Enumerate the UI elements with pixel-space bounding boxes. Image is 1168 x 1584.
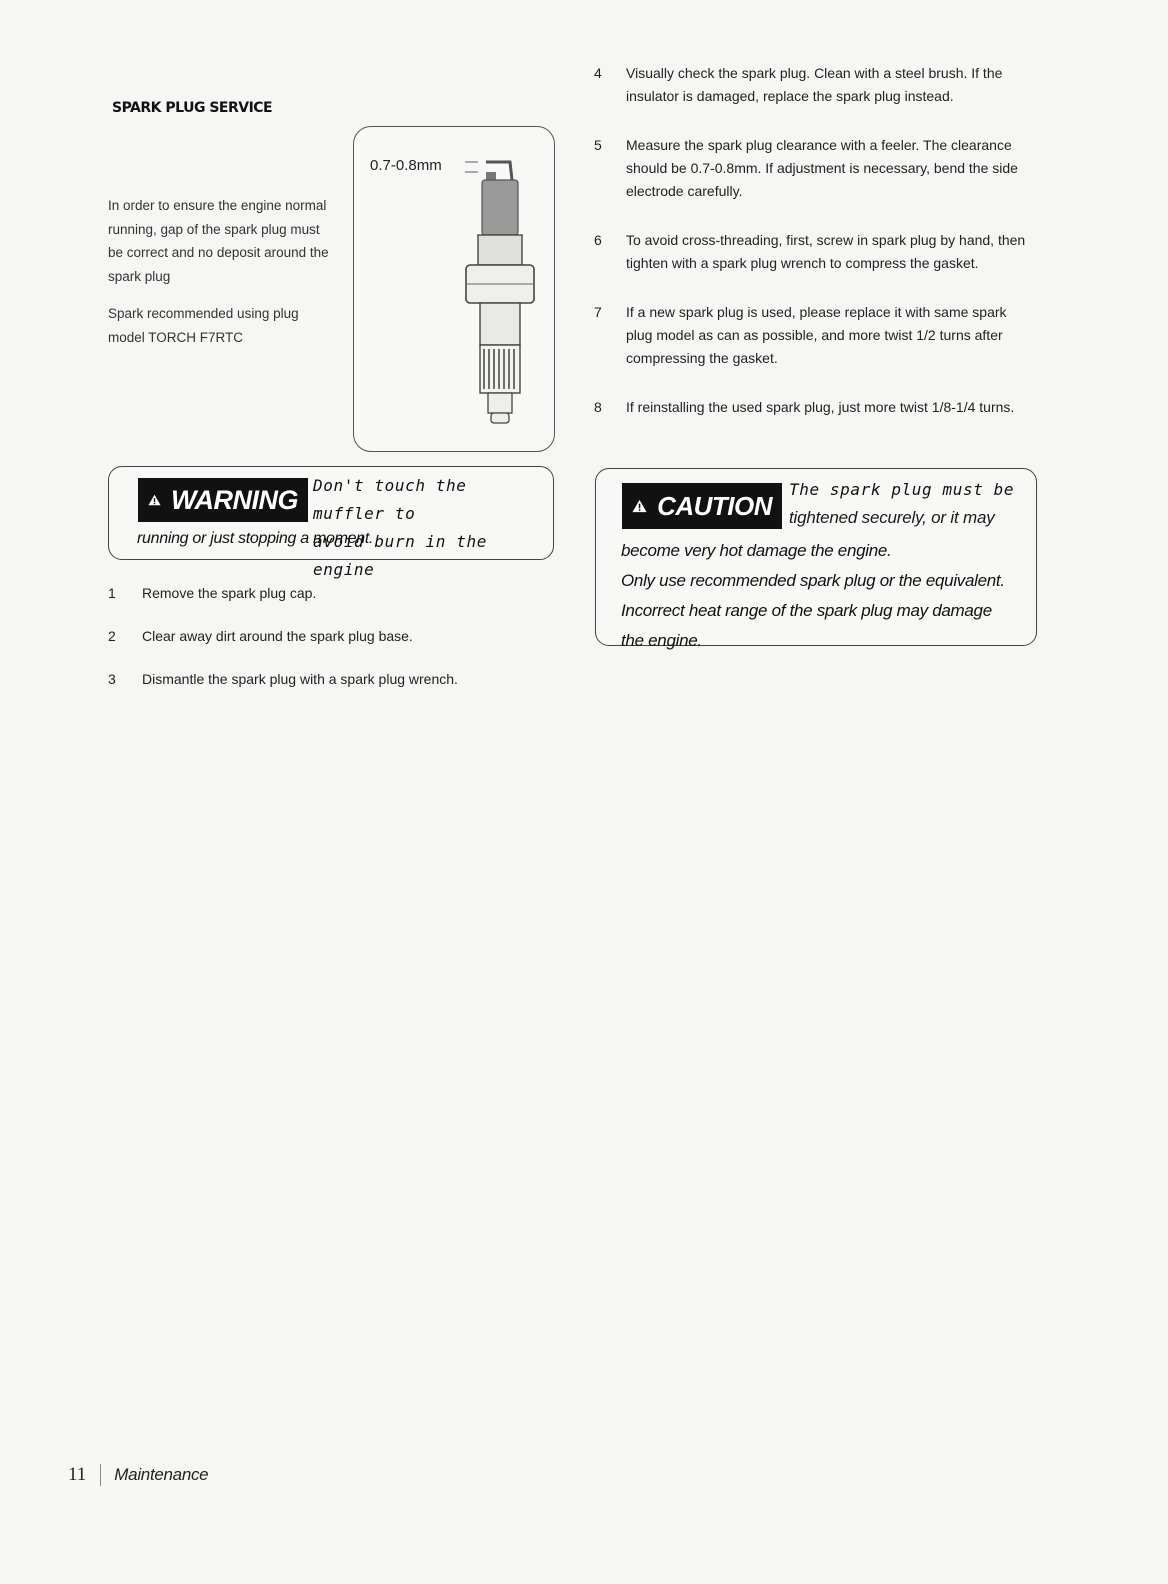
step-text: If reinstalling the used spark plug, just more twist 1/8-1/4 turns. xyxy=(626,399,1015,415)
step-number: 4 xyxy=(594,65,602,81)
list-item xyxy=(594,229,1038,275)
steps-list-left xyxy=(108,585,528,714)
caution-text-top xyxy=(789,476,1025,532)
gap-measurement-label: 0.7-0.8mm xyxy=(370,157,442,174)
warning-text-line: avoid burn in the engine xyxy=(313,532,487,579)
page-footer xyxy=(68,1464,208,1486)
page-number: 11 xyxy=(68,1464,87,1485)
step-number: 7 xyxy=(594,304,602,320)
list-item xyxy=(108,628,528,671)
list-item xyxy=(594,301,1038,370)
warning-text-bottom: running or just stopping a moment. xyxy=(137,530,374,547)
list-item xyxy=(108,585,528,628)
step-text: Clear away dirt around the spark plug base. xyxy=(142,628,413,644)
step-number: 5 xyxy=(594,137,602,153)
warning-badge xyxy=(138,478,308,522)
caution-text-line: Incorrect heat range of the spark plug may damage xyxy=(621,601,992,620)
caution-text-line: become very hot damage the engine. xyxy=(621,541,892,560)
list-item xyxy=(594,134,1038,203)
caution-badge-label: CAUTION xyxy=(657,490,772,521)
step-number: 3 xyxy=(108,671,116,687)
warning-badge-label: WARNING xyxy=(171,484,298,515)
caution-triangle-icon xyxy=(632,491,647,521)
step-number: 2 xyxy=(108,628,116,644)
step-number: 6 xyxy=(594,232,602,248)
warning-triangle-icon xyxy=(148,485,161,515)
caution-text-line: Only use recommended spark plug or the equivalent. xyxy=(621,571,1005,590)
spark-plug-illustration xyxy=(440,150,540,435)
step-text: To avoid cross-threading, first, screw in spark plug by hand, then tighten with a spark plug wrench to compress the gasket. xyxy=(626,232,1026,271)
warning-text-line: Don't touch the muffler to xyxy=(313,476,467,523)
caution-badge xyxy=(622,483,782,529)
step-number: 8 xyxy=(594,399,602,415)
caution-text-line: The spark plug must be xyxy=(789,480,1015,499)
caution-text-line: tightened securely, or it may xyxy=(789,508,995,527)
section-heading: SPARK PLUG SERVICE xyxy=(112,100,273,116)
steps-list-right xyxy=(594,62,1038,445)
caution-text-line: the engine. xyxy=(621,631,702,650)
warning-text-top xyxy=(313,472,548,584)
intro-paragraph-model: Spark recommended using plug model TORCH F7RTC xyxy=(108,306,299,345)
step-text: Measure the spark plug clearance with a feeler. The clearance should be 0.7-0.8mm. If adjustment is necessary, bend the side electrode carefully. xyxy=(626,137,1018,199)
footer-divider xyxy=(100,1464,101,1486)
list-item xyxy=(108,671,528,714)
list-item xyxy=(594,62,1038,108)
step-number: 1 xyxy=(108,585,116,601)
step-text: Remove the spark plug cap. xyxy=(142,585,317,601)
intro-paragraph-gap: In order to ensure the engine normal running, gap of the spark plug must be correct and no deposit around the spark plug xyxy=(108,198,329,284)
intro-text xyxy=(108,194,336,363)
footer-section-title: Maintenance xyxy=(114,1465,209,1484)
step-text: Dismantle the spark plug with a spark plug wrench. xyxy=(142,671,458,687)
step-text: If a new spark plug is used, please replace it with same spark plug model as can as possible, and more twist 1/2 turns after compressing the gasket. xyxy=(626,304,1007,366)
caution-text-body xyxy=(621,536,1021,656)
list-item xyxy=(594,396,1038,419)
step-text: Visually check the spark plug. Clean with a steel brush. If the insulator is damaged, replace the spark plug instead. xyxy=(626,65,1003,104)
